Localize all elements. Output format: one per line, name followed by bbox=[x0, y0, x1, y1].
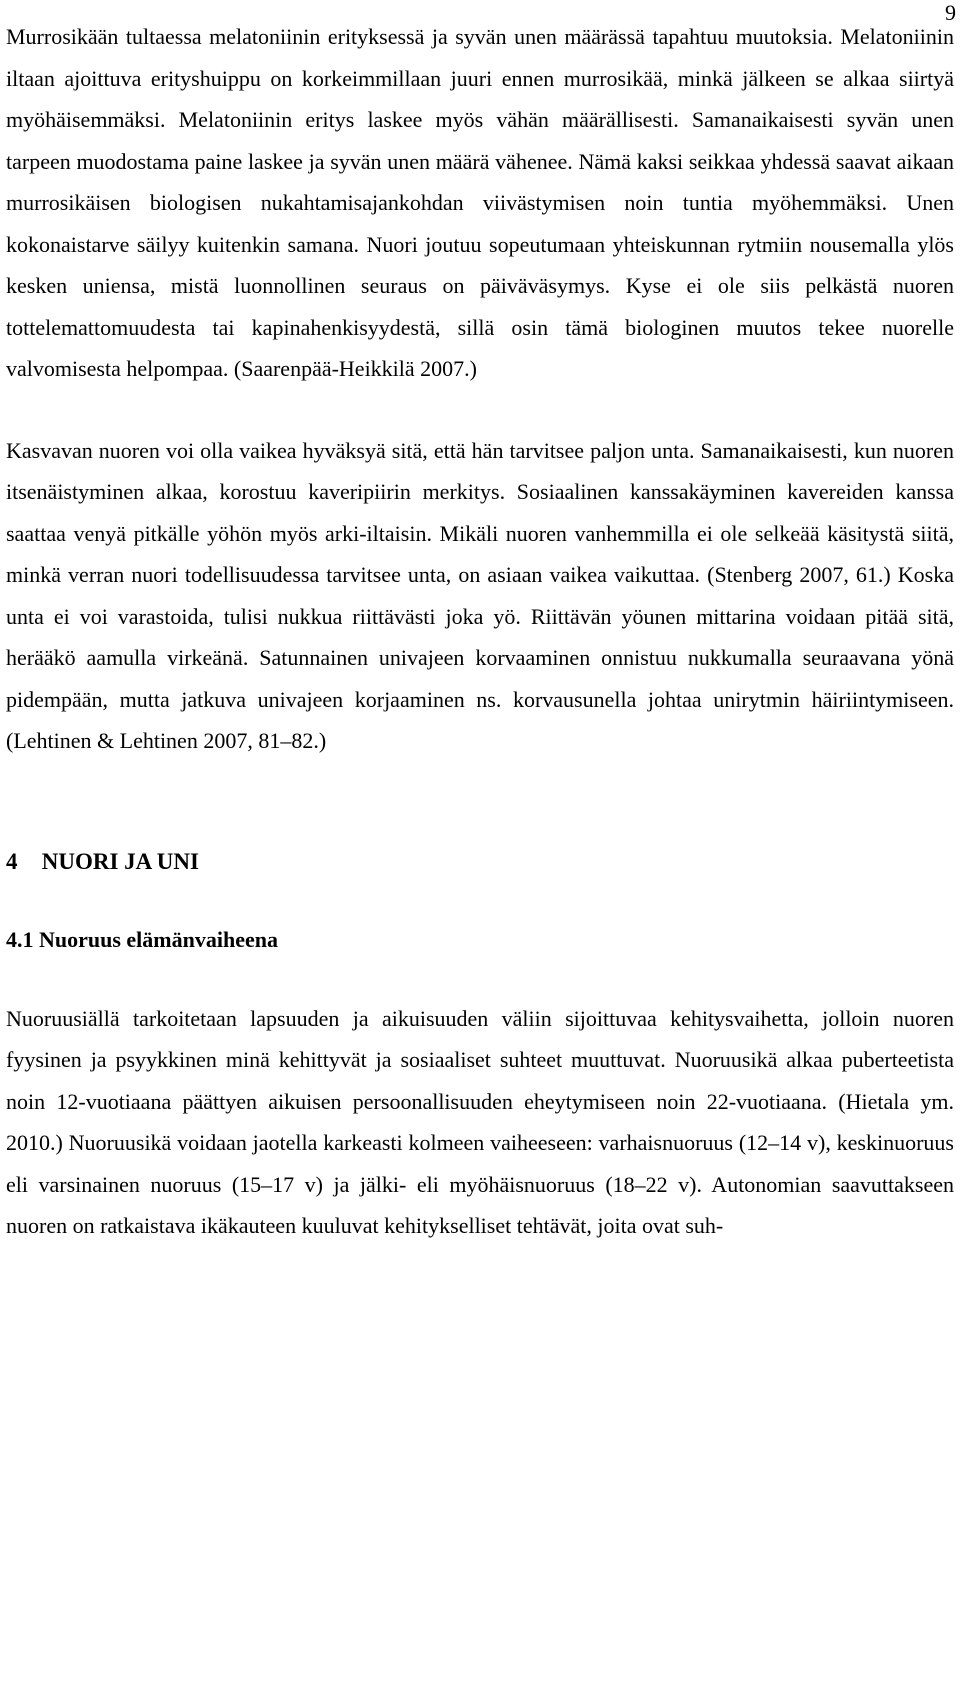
heading-spacer bbox=[6, 882, 954, 920]
chapter-title: NUORI JA UNI bbox=[41, 848, 199, 874]
paragraph-sleep-need: Kasvavan nuoren voi olla vaikea hyväksyä sitä, että hän tarvitsee paljon unta. Samanaikaisesti, kun nuoren itsenäistyminen alkaa, korostuu kaveripiirin merkitys. Sosiaalinen kanssakäyminen kavereiden kanssa saattaa venyä pitkälle yöhön myös arki-iltaisin. Mikäli nuoren vanhemmilla ei ole selkeää käsitystä siitä, minkä verran nuori todellisuudessa tarvitsee unta, on asiaan vaikea vaikuttaa. (Stenberg 2007, 61.) Koska unta ei voi varastoida, tulisi nukkua riittävästi joka yö. Riittävän yöunen mittarina voidaan pitää sitä, herääkö aamulla virkeänä. Satunnainen univajeen korvaaminen onnistuu nukkumalla seuraavana yönä pidempään, mutta jatkuva univajeen korjaaminen ns. korvausunella johtaa unirytmin häiriintymiseen. (Lehtinen & Lehtinen 2007, 81–82.) bbox=[6, 437, 954, 753]
chapter-heading bbox=[6, 842, 954, 882]
paragraph-adolescence: Nuoruusiällä tarkoitetaan lapsuuden ja aikuisuuden väliin sijoittuvaa kehitysvaihetta, jolloin nuoren fyysinen ja psyykkinen minä kehittyvät ja sosiaaliset suhteet muuttuvat. Nuoruusikä alkaa puberteetista noin 12-vuotiaana päättyen aikuisen persoonallisuuden eheytymiseen noin 22-vuotiaana. (Hietala ym. 2010.) Nuoruusikä voidaan jaotella karkeasti kolmeen vaiheeseen: varhaisnuoruus (12–14 v), keskinuoruus eli varsinainen nuoruus (15–17 v) ja jälki- eli myöhäisnuoruus (18–22 v). Autonomian saavuttakseen nuoren on ratkaistava ikäkauteen kuuluvat kehitykselliset tehtävät, joita ovat suh- bbox=[6, 1005, 954, 1238]
page-number: 9 bbox=[945, 0, 956, 25]
paragraph-melatonin: Murrosikään tultaessa melatoniinin erityksessä ja syvän unen määrässä tapahtuu muutoksia. Melatoniinin iltaan ajoittuva erityshuippu on korkeimmillaan juuri ennen murrosikää, minkä jälkeen se alkaa siirtyä myöhäisemmäksi. Melatoniinin eritys laskee myös vähän määrällisesti. Samanaikaisesti syvän unen tarpeen muodostama paine laskee ja syvän unen määrä vähenee. Nämä kaksi seikkaa yhdessä saavat aikaan murrosikäisen biologisen nukahtamisajankohdan viivästymisen noin tuntia myöhemmäksi. Unen kokonaistarve säilyy kuitenkin samana. Nuori joutuu sopeutumaan yhteiskunnan rytmiin nousemalla ylös kesken uniensa, mistä luonnollinen seuraus on päiväväsymys. Kyse ei ole siis pelkästä nuoren tottelemattomuudesta tai kapinahenkisyydestä, sillä osin tämä biologinen muutos tekee nuorelle valvomisesta helpompaa. (Saarenpää-Heikkilä 2007.) bbox=[6, 24, 954, 381]
paragraph-spacer bbox=[6, 390, 954, 430]
section-title: Nuoruus elämänvaiheena bbox=[39, 926, 278, 952]
section-heading bbox=[6, 920, 954, 960]
document-body bbox=[6, 16, 954, 1247]
section-number: 4.1 bbox=[6, 926, 34, 952]
section-spacer bbox=[6, 762, 954, 842]
chapter-number: 4 bbox=[6, 848, 18, 874]
heading-spacer bbox=[6, 960, 954, 998]
